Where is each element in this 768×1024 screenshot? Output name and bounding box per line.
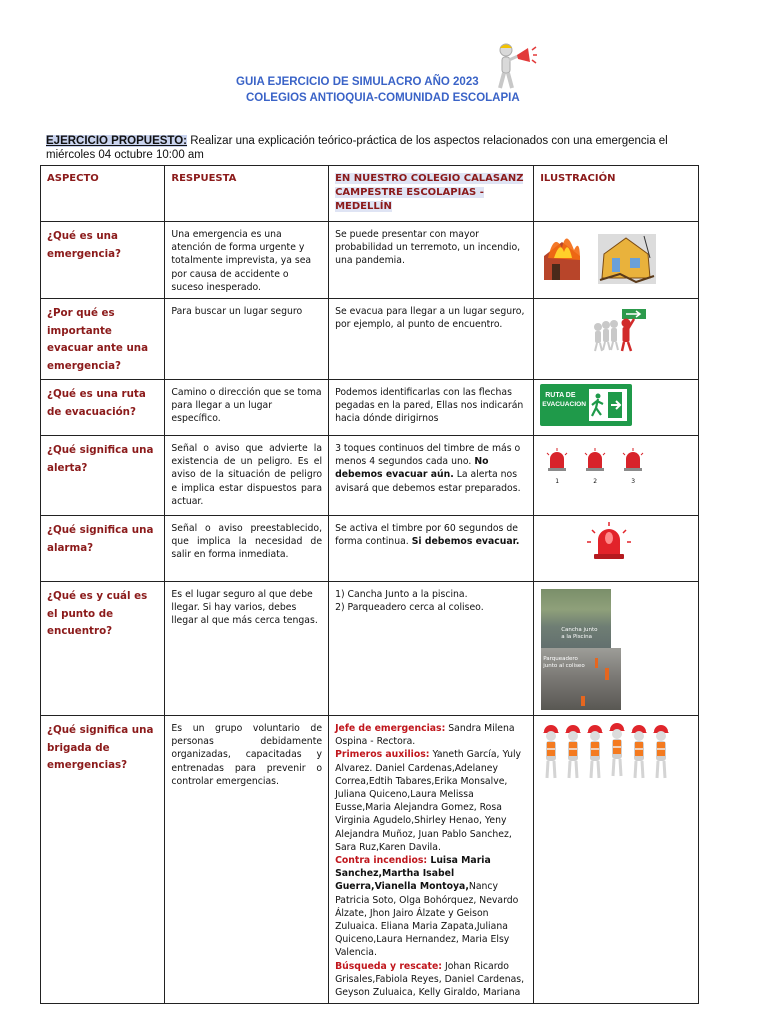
answer: Una emergencia es una atención de forma urgente y totalmente imprevista, ya sea por causa de accidente o suceso inesperado. [171,229,312,293]
role-incendios-bold: Luisa Maria Sanchez,Martha Isabel Guerra,Vianella Montoya, [335,855,491,893]
role-incendios-label: Contra incendios: [335,855,428,867]
photo-parqueadero-caption-a: Parqueadero [543,656,578,663]
role-jefe-text: Sandra Milena Ospina - Rectora. [335,723,515,748]
school-info-c: La alerta nos avisará que debemos estar preparados. [335,469,521,494]
table-row [41,380,699,436]
evacuation-route-sign [540,384,632,426]
siren-label-1: 1 [555,478,560,486]
photo-parqueadero [541,648,621,710]
brigade-list [335,722,527,999]
table-row [41,516,699,582]
answer: Para buscar un lugar seguro [171,306,303,318]
school-info-a: Se activa el timbre por 60 segundos de forma continua. [335,523,518,548]
answer: Es un grupo voluntario de personas debidamente organizadas, capacitadas y entrenadas para prevenir o controlar emergencias. [171,723,323,787]
table-row [41,436,699,516]
fire-earthquake-icon [540,228,660,286]
role-jefe-label: Jefe de emergencias: [335,723,446,735]
header-colegio: EN NUESTRO COLEGIO CALASANZ CAMPESTRE ESCOLAPIAS - MEDELLÍN [335,173,524,212]
answer: Señal o aviso preestablecido, que implica la necesidad de salir en forma inmediata. [171,523,323,561]
siren-label-3: 3 [631,478,636,486]
question: ¿Qué es una emergencia? [47,230,122,260]
brigade-team-icon [540,722,680,784]
question: ¿Qué significa una alarma? [47,524,154,554]
sign-text-line1: RUTA DE [545,392,576,400]
table-row [41,582,699,716]
photo-cancha-caption-a: Cancha junto [561,627,598,634]
school-info-1: 1) Cancha Junto a la piscina. [335,589,468,601]
header-ilustracion: ILUSTRACIÓN [540,173,616,184]
school-info: Se evacua para llegar a un lugar seguro, por ejemplo, al punto de encuentro. [335,306,525,331]
siren-icon [544,448,654,472]
table-row [41,299,699,380]
answer: Es el lugar seguro al que debe llegar. Si hay varios, debes llegar al que más cerca tengas. [171,589,318,627]
exercise-text: Realizar una explicación teórico-práctica de los aspectos relacionados con una emergencia el miércoles 04 octubre 10:00 am [46,135,668,161]
school-info-b: Si debemos evacuar. [411,536,520,548]
school-info-a: 3 toques continuos del timbre de más o menos 4 segundos cada uno. [335,443,521,468]
title-line-1: GUIA EJERCICIO DE SIMULACRO AÑO 2023 [236,76,479,88]
alarm-siren-icon [540,522,680,562]
meeting-point-photos [534,582,698,714]
question: ¿Qué significa una alerta? [47,444,154,474]
school-info [335,442,527,495]
exercise-label: EJERCICIO PROPUESTO: [46,135,188,147]
role-busqueda-text: Johan Ricardo Grisales,Fabiola Reyes, Daniel Cardenas, Geyson Zuluaica, Kelly Giraldo, Mariana [335,960,525,999]
role-auxilios-text: Yaneth García, Yuly Alvarez. Daniel Cardenas,Adelaney Correa,Edtih Tabares,Erika Monsalve, Juliana Quiceno,Laura Melissa Eusse,Maria Alejandra Gomez, Rosa Virginia Agudelo,Shirley Henao, Yeny Alejandra Muñoz, Juan Pablo Sanchez, Sara Ruz,Karen Davila. [335,749,522,853]
header-aspecto: ASPECTO [47,173,99,184]
exit-runner-icon [588,388,628,422]
table-row [41,222,699,299]
school-info-2: 2) Parqueadero cerca al coliseo. [335,602,484,614]
question: ¿Por qué es importante evacuar ante una emergencia? [47,307,149,372]
title-line-2: COLEGIOS ANTIOQUIA-COMUNIDAD ESCOLAPIA [246,92,520,104]
header-respuesta: RESPUESTA [171,173,237,184]
question: ¿Qué es una ruta de evacuación? [47,388,146,418]
answer: Señal o aviso que advierte la existencia de un peligro. Es el aviso de la situación de peligro e implica estar dispuestos para actuar. [171,443,323,507]
evacuating-people-icon [540,305,678,359]
photo-cancha [541,589,611,657]
role-auxilios-label: Primeros auxilios: [335,749,430,761]
emergency-guide-table [40,165,699,1004]
school-info [335,522,527,548]
school-info-b: No debemos evacuar aún. [335,456,489,481]
school-info: Se puede presentar con mayor probabilidad un terremoto, un incendio, una pandemia. [335,229,521,267]
alert-sirens [540,442,692,486]
photo-parqueadero-caption-b: junto al coliseo [543,663,585,670]
question: ¿Qué significa una brigada de emergencias? [47,724,154,772]
photo-cancha-caption-b: a la Piscina [561,634,592,641]
role-incendios-text: Nancy Patricia Soto, Olga Bohórquez, Nevardo Álzate, Jhon Jairo Álzate y Geison Zuluaica. Eliana Maria Zapata,Juliana Quiceno,Laura Hernandez, Maria Elsy Valencia. [335,881,519,959]
answer: Camino o dirección que se toma para llegar a un lugar específico. [171,387,322,425]
proposed-exercise [46,134,706,162]
siren-label-2: 2 [593,478,598,486]
school-info: Podemos identificarlas con las flechas pegadas en la pared, Ellas nos indicarán hacia dónde dirigirnos [335,387,524,425]
table-header-row [41,166,699,222]
megaphone-person-icon [484,40,538,92]
table-row [41,716,699,1004]
sign-text-line2: EVACUACION [542,401,587,409]
question: ¿Qué es y cuál es el punto de encuentro? [47,590,148,638]
role-busqueda-label: Búsqueda y rescate: [335,960,443,972]
